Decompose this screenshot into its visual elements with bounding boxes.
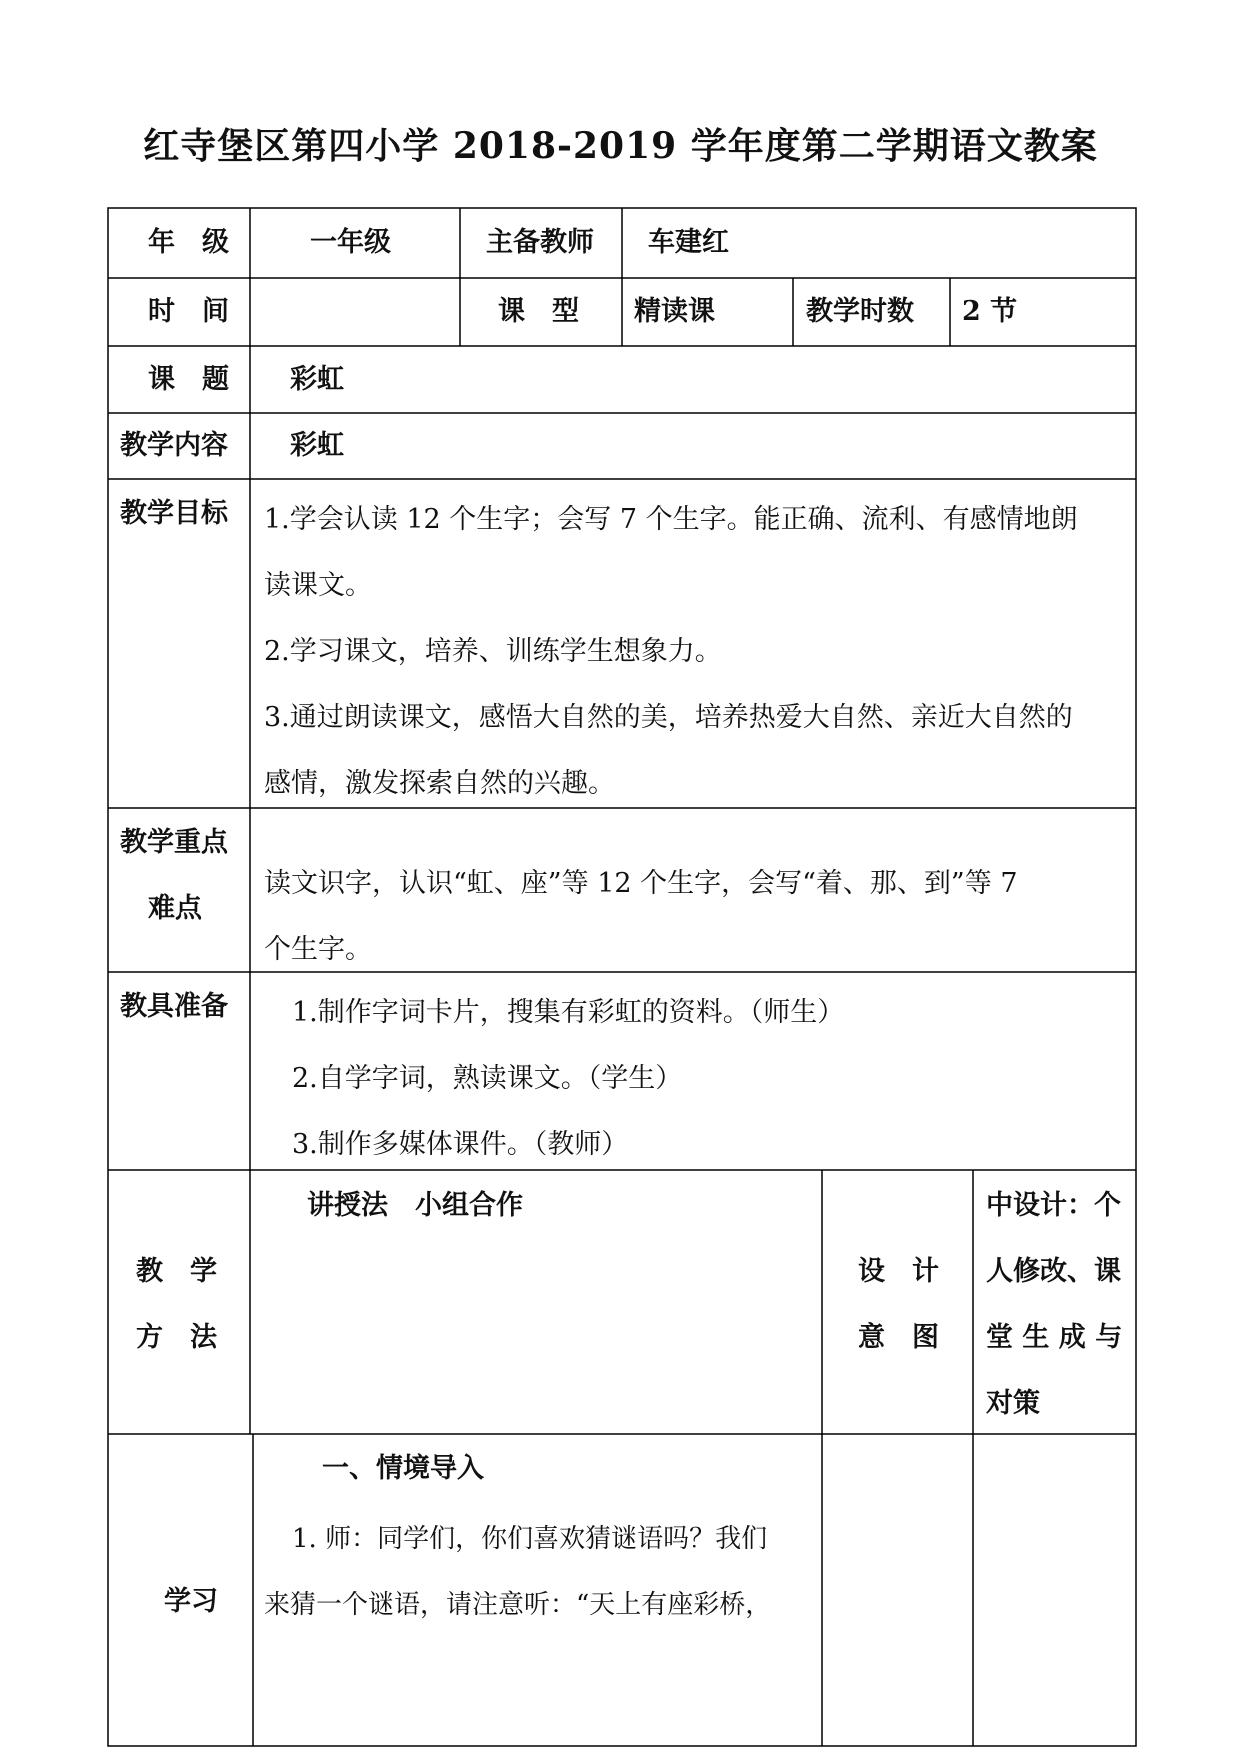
process-heading: 一、情境导入 (322, 1453, 484, 1484)
goals-line: 1.学会认读 12 个生字；会写 7 个生字。能正确、流利、有感情地朗 (264, 504, 1078, 535)
page-title: 红寺堡区第四小学 2018-2019 学年度第二学期语文教案 (143, 125, 1098, 167)
design-intent-label: 意 图 (858, 1322, 939, 1353)
method-value: 讲授法 小组合作 (307, 1190, 523, 1221)
tools-label: 教具准备 (120, 991, 228, 1022)
process-label: 学习 (164, 1586, 218, 1617)
hours-label: 教学时数 (806, 296, 914, 327)
design-note-line: 对策 (986, 1388, 1040, 1419)
design-note-line: 中设计：个 (986, 1190, 1121, 1221)
design-intent-label: 设 计 (858, 1256, 939, 1287)
teacher-value: 车建红 (648, 227, 729, 258)
goals-line: 3.通过朗读课文，感悟大自然的美，培养热爱大自然、亲近大自然的 (264, 702, 1073, 733)
process-line: 1. 师：同学们，你们喜欢猜谜语吗？我们 (292, 1524, 768, 1554)
tools-line: 2.自学字词，熟读课文。（学生） (292, 1063, 683, 1094)
tools-line: 3.制作多媒体课件。（教师） (292, 1129, 629, 1160)
design-note-line: 堂 生 成 与 (986, 1322, 1123, 1353)
goals-line: 感情，激发探索自然的兴趣。 (264, 768, 615, 799)
content-label: 教学内容 (120, 430, 228, 461)
process-line: 来猜一个谜语，请注意听：“天上有座彩桥， (264, 1590, 772, 1620)
topic-value: 彩虹 (290, 364, 344, 395)
grade-label: 年 级 (148, 227, 229, 258)
key-points-line: 个生字。 (264, 934, 372, 965)
teacher-label: 主备教师 (486, 227, 594, 258)
grade-value: 一年级 (310, 227, 391, 258)
key-points-label: 教学重点 (120, 827, 228, 858)
method-label: 教 学 (136, 1256, 217, 1287)
method-label: 方 法 (136, 1322, 217, 1353)
type-value: 精读课 (634, 296, 715, 327)
topic-label: 课 题 (148, 364, 229, 395)
goals-label: 教学目标 (120, 498, 228, 529)
key-points-line: 读文识字，认识“虹、座”等 12 个生字，会写“着、那、到”等 7 (264, 868, 1018, 899)
content-value: 彩虹 (290, 430, 344, 461)
type-label: 课 型 (498, 296, 579, 327)
time-label: 时 间 (148, 296, 229, 327)
goals-line: 2.学习课文，培养、训练学生想象力。 (264, 636, 722, 667)
hours-value: 2 节 (962, 296, 1018, 327)
goals-line: 读课文。 (264, 570, 372, 601)
key-points-label: 难点 (148, 893, 202, 924)
design-note-line: 人修改、课 (986, 1256, 1121, 1287)
tools-line: 1.制作字词卡片，搜集有彩虹的资料。（师生） (292, 997, 845, 1028)
